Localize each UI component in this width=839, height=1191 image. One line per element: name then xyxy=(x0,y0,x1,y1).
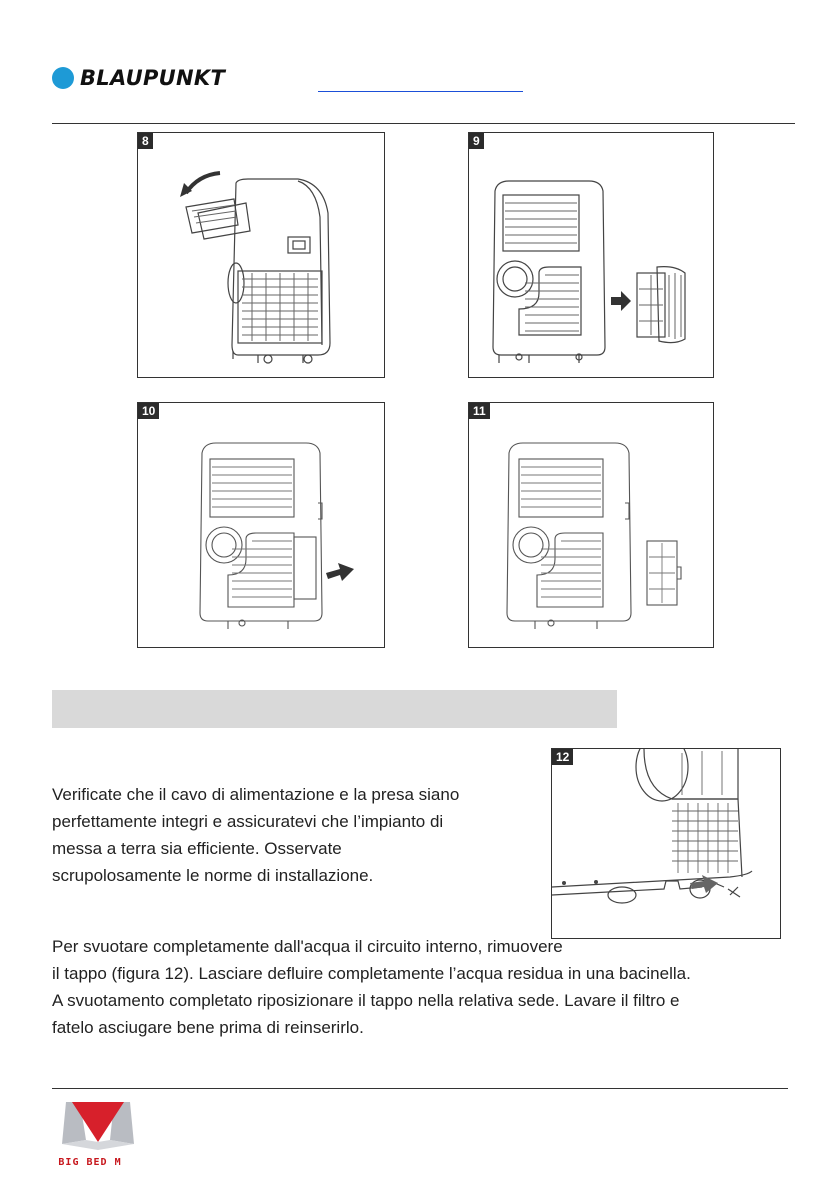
header-divider xyxy=(52,123,795,124)
figure-8 xyxy=(137,132,385,378)
paragraph-safety xyxy=(52,783,542,891)
section-heading-bar xyxy=(52,690,617,728)
figure-9-illustration xyxy=(469,133,713,377)
text-line: A svuotamento completato riposizionare il tappo nella relativa sede. Lavare il filtro e xyxy=(52,991,680,1010)
footer-logo-icon xyxy=(58,1100,138,1154)
brand-logo xyxy=(52,66,225,90)
figure-8-number: 8 xyxy=(138,133,153,149)
brand-dot-icon xyxy=(52,67,74,89)
footer-divider xyxy=(52,1088,788,1089)
figure-11-illustration xyxy=(469,403,713,647)
text-line: il tappo (figura 12). Lasciare defluire completamente l’acqua residua in una bacinella. xyxy=(52,964,691,983)
figure-8-illustration xyxy=(138,133,384,377)
figure-11-number: 11 xyxy=(469,403,490,419)
figure-11 xyxy=(468,402,714,648)
figure-10 xyxy=(137,402,385,648)
header-link-underline[interactable] xyxy=(318,91,523,92)
footer-logo-text: BIG BED M xyxy=(58,1157,122,1168)
text-line: messa a terra sia efficiente. Osservate xyxy=(52,839,342,858)
paragraph-draining xyxy=(52,935,792,1043)
figure-12-number: 12 xyxy=(552,749,573,765)
figure-9 xyxy=(468,132,714,378)
text-line: Verificate che il cavo di alimentazione e la presa siano xyxy=(52,785,460,804)
text-line: Per svuotare completamente dall'acqua il circuito interno, rimuovere xyxy=(52,937,563,956)
figure-12 xyxy=(551,748,781,939)
figure-10-number: 10 xyxy=(138,403,159,419)
text-line: fatelo asciugare bene prima di reinserirlo. xyxy=(52,1018,364,1037)
figure-12-illustration xyxy=(552,749,780,938)
text-line: scrupolosamente le norme di installazione. xyxy=(52,866,374,885)
text-line: perfettamente integri e assicuratevi che l’impianto di xyxy=(52,812,444,831)
figure-9-number: 9 xyxy=(469,133,484,149)
brand-name: BLAUPUNKT xyxy=(80,66,226,90)
footer-logo xyxy=(58,1100,138,1159)
figure-10-illustration xyxy=(138,403,384,647)
